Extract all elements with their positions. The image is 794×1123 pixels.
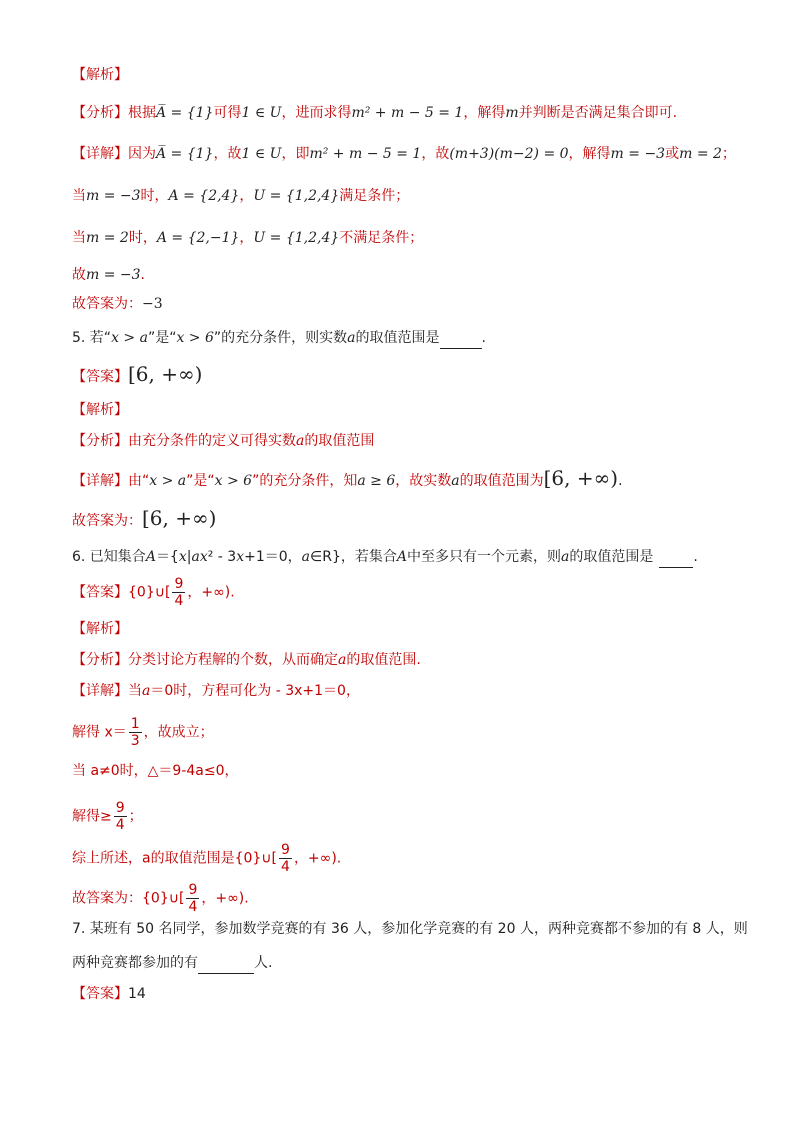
fraction-nine-fourths: $\frac{9}{4}$ [174,576,184,609]
question-5: 5. 若“x > a”是“x > 6”的充分条件，则实数a的取值范围是 . [72,328,486,349]
analysis-heading-q5: 【解析】 [72,402,128,418]
detailed-solution-q4: 【详解】因为A̅ = {1}，故1 ∈ U，即m² + m − 5 = 1，故(m+3)(m−2) = 0，解得m = −3或m = 2； [72,146,736,162]
analysis-heading: 【解析】 [72,67,128,83]
case-a-nonzero: 当 a≠0时，△＝9-4a≤0， [72,763,239,779]
answer-q7: 【答案】14 [72,986,146,1002]
question-7: 7. 某班有 50 名同学，参加数学竞赛的有 36 人，参加化学竞赛的有 20 人，两种竞赛都不参加的有 8 人，则 [72,921,748,937]
detailed-solution-q5: 【详解】由“x > a”是“x > 6”的充分条件，知a ≥ 6，故实数a的取值范围为[6, +∞). [72,466,623,490]
fraction-nine-fourths: $\frac{9}{4}$ [281,842,290,875]
fraction-nine-fourths: $\frac{9}{4}$ [115,800,125,833]
case-m-2: 当m = 2时，A = {2,−1}，U = {1,2,4}不满足条件； [72,230,424,246]
analysis-heading-q6: 【解析】 [72,621,128,637]
fraction-nine-fourths: $\frac{9}{4}$ [188,882,198,915]
fraction-one-third: $\frac{1}{3}$ [130,716,140,749]
case-m-neg3: 当m = −3时，A = {2,4}，U = {1,2,4}满足条件； [72,188,410,204]
answer-blank [198,953,254,974]
question-6: 6. 已知集合A＝{x|ax² - 3x+1＝0，a∈R}，若集合A中至多只有一个元素，则a的取值范围是 . [72,547,698,568]
detailed-solution-q6: 【详解】当a＝0时，方程可化为 - 3x+1＝0， [72,683,360,699]
question-7-continued: 两种竞赛都参加的有 人. [72,953,272,974]
answer-line-q6: 故答案为：{0}∪[ $\frac{9}{4}$ ，+∞). [72,882,249,915]
answer-q6: 【答案】{0}∪[ $\frac{9}{4}$ ，+∞). [72,576,235,609]
answer-line-q4: 故答案为：−3 [72,296,163,312]
analysis-summary-q4: 【分析】根据A̅ = {1}可得1 ∈ U，进而求得m² + m − 5 = 1，解得m并判断是否满足集合即可. [72,105,678,121]
analysis-summary-q5: 【分析】由充分条件的定义可得实数a的取值范围 [72,433,375,449]
conclusion-q4: 故m = −3. [72,267,145,283]
analysis-summary-q6: 【分析】分类讨论方程解的个数，从而确定a的取值范围. [72,652,421,668]
solve-case-a-zero: 解得 x＝ $\frac{1}{3}$ ，故成立； [72,716,214,749]
solve-case-a-nonzero: 解得≥ $\frac{9}{4}$ ； [72,800,143,833]
answer-blank [659,547,693,568]
answer-blank [440,328,482,349]
answer-q5: 【答案】[6, +∞) [72,362,203,386]
summary-q6: 综上所述，a的取值范围是{0}∪[ $\frac{9}{4}$ ，+∞). [72,842,342,875]
answer-line-q5: 故答案为：[6, +∞) [72,506,217,530]
